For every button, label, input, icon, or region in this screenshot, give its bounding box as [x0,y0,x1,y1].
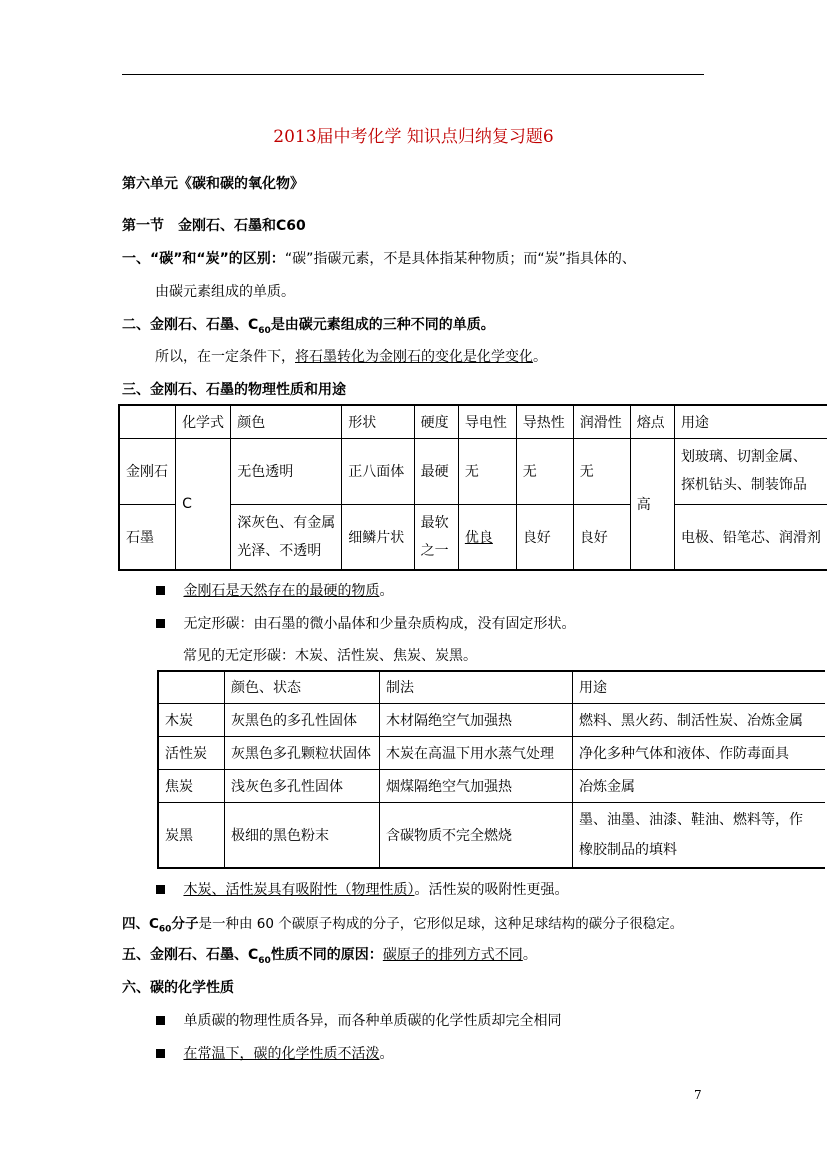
unit-heading: 第六单元《碳和碳的氧化物》 [122,176,304,192]
use-line: 划玻璃、切割金属、 [680,449,807,465]
table-row [158,802,825,868]
bullet-item [156,1010,561,1030]
use-line: 探机钻头、制装饰品 [680,477,807,493]
header-cell: 制法 [380,671,573,703]
header-rule [122,74,704,75]
cell [674,438,827,504]
cell: 燃料、黑火药、制活性炭、冶炼金属 [573,703,826,736]
cell: 金刚石 [119,438,176,504]
cell: 良好 [573,504,630,570]
cell [414,504,458,570]
p2-line2-underlined: 将石墨转化为金刚石的变化是化学变化 [295,349,533,365]
bullet-text: 金刚石是天然存在的最硬的物质 [183,583,380,599]
cell: 良好 [516,504,573,570]
p5-bold: 性质不同的原因： [270,947,383,963]
cell: 无 [458,438,516,504]
p4-sub: 60 [158,924,172,935]
paragraph-2-heading [122,314,495,336]
hardness-line: 之一 [420,542,449,559]
cell: 浅灰色多孔性固体 [225,769,380,802]
header-cell: 形状 [342,405,414,438]
cell: 无 [573,438,630,504]
bullet-item [156,613,575,633]
cell [573,802,826,868]
paragraph-4 [122,912,683,935]
cell: 木炭 [158,703,225,736]
bullet-end: 。 [379,1046,394,1062]
header-cell: 润滑性 [573,405,630,438]
header-cell: 用途 [573,671,826,703]
cell: 木炭在高温下用水蒸气处理 [380,736,573,769]
cell: 焦炭 [158,769,225,802]
cell: 优良 [458,504,516,570]
cell: 木材隔绝空气加强热 [380,703,573,736]
formula-cell: C [176,438,231,570]
page-number: 7 [694,1088,702,1102]
bullet-text: 单质碳的物理性质各异，而各种单质碳的化学性质却完全相同 [183,1013,562,1029]
p2-post: 是由碳元素组成的三种不同的单质。 [270,317,495,333]
melting-cell: 高 [630,438,674,570]
cell: 含碳物质不完全燃烧 [380,802,573,868]
cell: 炭黑 [158,802,225,868]
p5-sub: 60 [258,955,271,966]
cell: 正八面体 [342,438,414,504]
paragraph-1-text: “碳”指碳元素，不是具体指某种物质；而“炭”指具体的、 [284,251,636,267]
paragraph-1-cont: 由碳元素组成的单质。 [155,284,295,300]
table-row [158,703,825,736]
bullet-text: 无定形碳：由石墨的微小晶体和少量杂质构成，没有固定形状。 [183,616,576,632]
header-cell: 颜色、状态 [225,671,380,703]
paragraph-6-heading: 六、碳的化学性质 [122,980,234,996]
use-line: 墨、油墨、油漆、鞋油、燃料等，作 [579,811,803,828]
cell: 灰黑色多孔颗粒状固体 [225,736,380,769]
bullet-item [156,879,568,899]
square-bullet-icon [156,1049,165,1058]
cell: 灰黑色的多孔性固体 [225,703,380,736]
cell: 冶炼金属 [573,769,826,802]
bullet-text: 木炭、活性炭具有吸附性（物理性质） [183,882,415,898]
table-row [119,438,827,504]
square-bullet-icon [156,586,165,595]
table-header-row [158,671,825,703]
p5-pre: 五、金刚石、石墨、C [122,947,259,963]
p4-bold: 分子 [171,916,199,932]
p4-text: 是一种由 60 个碳原子构成的分子，它形似足球，这种足球结构的碳分子很稳定。 [198,916,684,932]
p5-underlined: 碳原子的排列方式不同 [382,947,523,963]
p5-end: 。 [522,947,537,963]
cell: 极细的黑色粉末 [225,802,380,868]
square-bullet-icon [156,885,165,894]
header-cell [119,405,176,438]
square-bullet-icon [156,1016,165,1025]
header-cell: 化学式 [176,405,231,438]
cell: 无 [516,438,573,504]
common-amorphous-carbon: 常见的无定形碳：木炭、活性炭、焦炭、炭黑。 [183,648,477,664]
p4-pre: 四、C [122,916,159,932]
paragraph-3-heading: 三、金刚石、石墨的物理性质和用途 [122,382,346,398]
header-cell [158,671,225,703]
cell: 最硬 [414,438,458,504]
bullet-text: 在常温下，碳的化学性质不活泼 [183,1046,380,1062]
cell: 无色透明 [231,438,342,504]
color-line: 深灰色、有金属 [237,514,336,531]
color-line: 光泽、不透明 [237,542,322,559]
paragraph-2-line2 [155,346,547,366]
hardness-line: 最软 [420,514,449,531]
use-line: 橡胶制品的填料 [579,841,677,858]
bullet-end: 。活性炭的吸附性更强。 [414,882,569,898]
header-cell: 颜色 [231,405,342,438]
document-title: 2013届中考化学 知识点归纳复习题6 [273,127,554,147]
header-cell: 导热性 [516,405,573,438]
cell: 电极、铅笔芯、润滑剂 [674,504,827,570]
cell: 活性炭 [158,736,225,769]
p2-pre: 二、金刚石、石墨、C [122,317,259,333]
bullet-item [156,580,393,600]
table-header-row [119,405,827,438]
header-cell: 熔点 [630,405,674,438]
table-row [158,769,825,802]
cell: 细鳞片状 [342,504,414,570]
p2-line2-pre: 所以，在一定条件下， [155,349,295,365]
paragraph-1 [122,248,636,268]
paragraph-5 [122,944,537,966]
cell: 石墨 [119,504,176,570]
section-heading: 第一节 金刚石、石墨和C60 [122,218,306,234]
table-row [158,736,825,769]
bullet-item [156,1043,393,1063]
paragraph-1-lead: 一、“碳”和“炭”的区别： [122,251,285,267]
amorphous-carbon-table [157,670,825,869]
header-cell: 用途 [674,405,827,438]
square-bullet-icon [156,619,165,628]
cell: 烟煤隔绝空气加强热 [380,769,573,802]
header-cell: 导电性 [458,405,516,438]
cell [231,504,342,570]
carbon-properties-table [118,404,827,571]
p2-line2-end: 。 [533,349,547,365]
cell: 净化多种气体和液体、作防毒面具 [573,736,826,769]
header-cell: 硬度 [414,405,458,438]
p2-sub: 60 [258,325,271,336]
bullet-end: 。 [379,583,394,599]
